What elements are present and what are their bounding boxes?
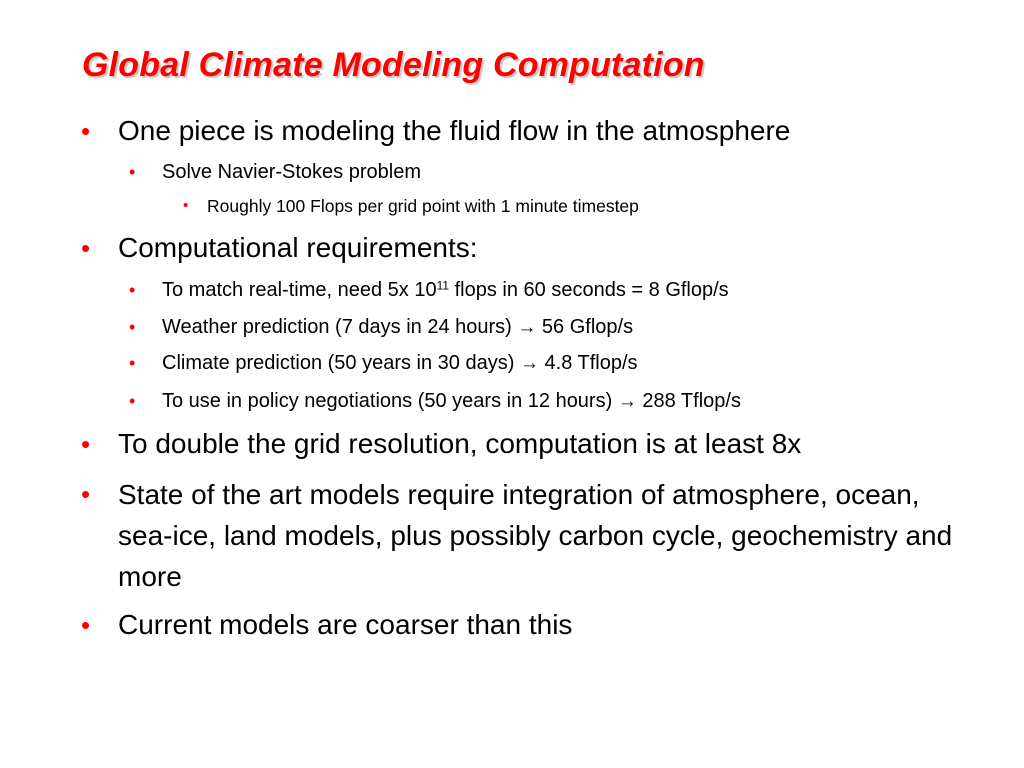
text-segment: 56 Gflop/s [536,316,634,338]
text-segment: Weather prediction (7 days in 24 hours) [162,316,518,338]
bullet-item-navier-stokes [129,159,421,185]
bullet-text [162,316,633,338]
bullet-marker: • [183,197,189,214]
text-segment: 4.8 Tflop/s [538,352,638,374]
bullet-item-computational-requirements [81,228,478,268]
bullet-text: Roughly 100 Flops per grid point with 1 minute timestep [207,196,639,216]
bullet-marker: • [81,429,91,459]
text-segment: To use in policy negotiations (50 years in 12 hours) [162,390,618,412]
bullet-marker: • [129,162,136,182]
bullet-marker: • [81,233,91,263]
bullet-item-state-of-art [81,474,958,597]
text-segment: flops in 60 seconds = 8 Gflop/s [449,279,729,301]
bullet-marker: • [129,391,136,411]
bullet-item-flops-per-point [183,195,639,217]
bullet-item-weather-prediction [129,314,634,341]
bullet-marker: • [129,317,136,337]
bullet-marker: • [129,353,136,373]
arrow-right-icon: → [517,317,537,338]
bullet-text: Computational requirements: [118,232,478,263]
arrow-right-icon: → [617,391,637,412]
bullet-marker: • [129,280,136,300]
text-segment: Climate prediction (50 years in 30 days) [162,352,520,374]
bullet-marker: • [81,610,91,640]
bullet-text: To double the grid resolution, computation is at least 8x [118,428,802,459]
bullet-item-grid-resolution [81,424,802,464]
bullet-item-fluid-flow [81,111,791,151]
bullet-text [162,279,729,301]
bullet-text: One piece is modeling the fluid flow in the atmosphere [118,115,791,146]
text-segment: To match real-time, need 5x 10 [162,279,437,301]
bullet-text: Solve Navier-Stokes problem [162,161,421,183]
text-segment: 288 Tflop/s [636,390,741,412]
bullet-text: Current models are coarser than this [118,609,573,640]
bullet-marker: • [81,116,91,146]
bullet-text [162,352,638,374]
bullet-text: State of the art models require integration of atmosphere, ocean, sea-ice, land models, plus possibly carbon cycle, geochemistry and more [118,479,953,592]
bullet-item-current-models [81,605,573,645]
arrow-right-icon: → [519,353,539,374]
bullet-marker: • [81,479,91,509]
slide-title: Global Climate Modeling Computation [82,46,705,84]
exponent: 11 [436,278,450,293]
bullet-item-climate-prediction [129,350,638,377]
bullet-item-real-time [129,277,729,303]
bullet-text [162,390,741,412]
bullet-item-policy-negotiations [129,388,741,415]
